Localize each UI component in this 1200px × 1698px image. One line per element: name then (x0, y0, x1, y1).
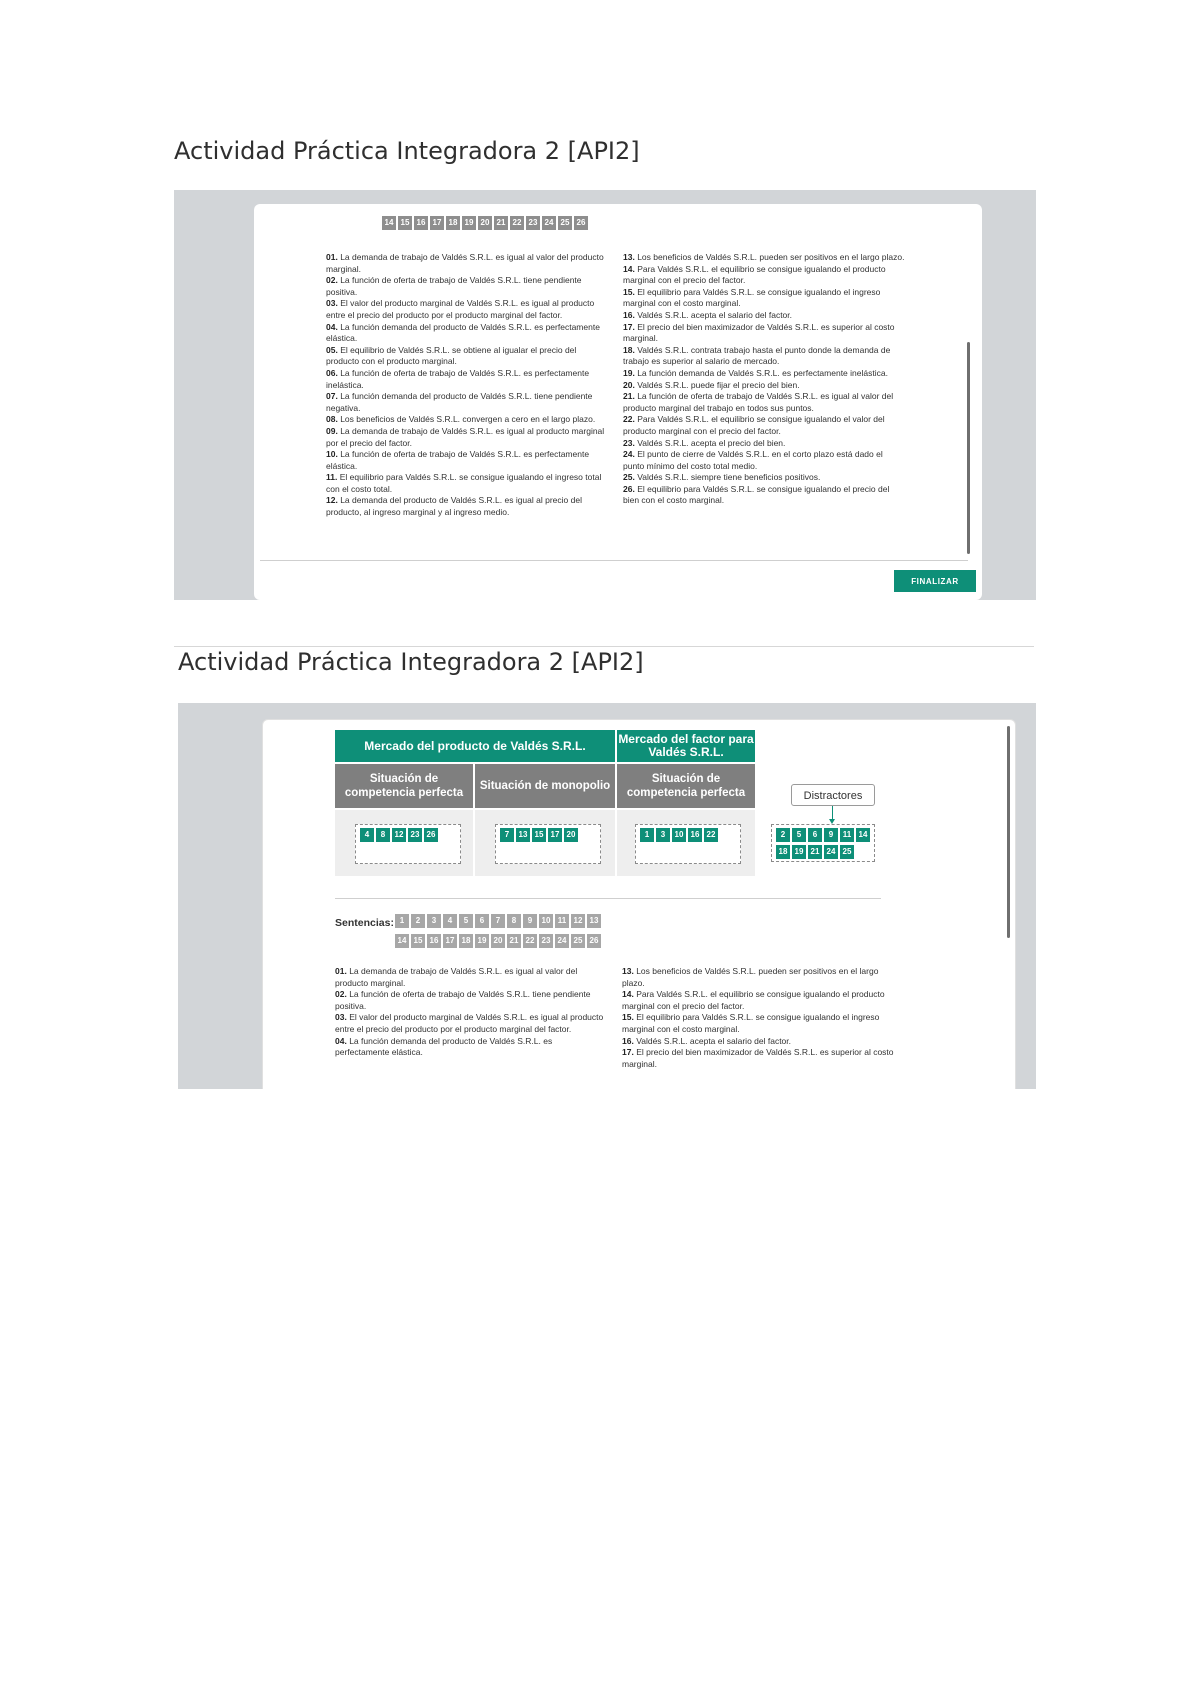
sentence-chip[interactable]: 22 (523, 934, 537, 948)
sentence-chip[interactable]: 20 (491, 934, 505, 948)
statement-item (326, 275, 609, 298)
activity-card (254, 204, 982, 600)
statement-text: El equilibrio para Valdés S.R.L. se consigue igualando el ingreso marginal con el costo marginal. (622, 1012, 880, 1034)
sentence-chip[interactable]: 23 (526, 216, 540, 230)
sentence-chip[interactable]: 5 (459, 914, 473, 928)
statement-text: El equilibrio para Valdés S.R.L. se consigue igualando el precio del bien con el costo marginal. (623, 483, 890, 506)
page-title: Actividad Práctica Integradora 2 [API2] (174, 137, 640, 165)
sentence-chip[interactable]: 26 (574, 216, 588, 230)
statement-text: La función de oferta de trabajo de Valdés S.R.L. tiene pendiente positiva. (326, 275, 582, 297)
sentence-chip[interactable]: 17 (430, 216, 444, 230)
statement-item (623, 264, 906, 287)
statement-number: 06. (326, 367, 338, 378)
sentence-chip[interactable]: 26 (424, 828, 438, 842)
statement-text: La función demanda del producto de Valdés S.R.L. es perfectamente elástica. (326, 321, 600, 344)
statement-item (623, 414, 906, 437)
statement-text: La función de oferta de trabajo de Valdés S.R.L. es igual al valor del producto marginal del trabajo en todos sus puntos. (623, 391, 894, 413)
statement-number: 26. (623, 483, 635, 494)
statement-text: La demanda del producto de Valdés S.R.L. es igual al precio del producto, al ingreso marginal y al ingreso medio. (326, 495, 582, 518)
statement-text: Valdés S.R.L. acepta el salario del factor. (634, 309, 793, 320)
sentence-chip[interactable]: 24 (555, 934, 569, 948)
sentence-chip[interactable]: 10 (672, 828, 686, 842)
statement-number: 01. (335, 966, 347, 976)
sentence-chip[interactable]: 4 (360, 828, 374, 842)
statement-text: Valdés S.R.L. acepta el salario del factor. (633, 1035, 792, 1046)
placed-chips (640, 828, 718, 842)
dropzone-competencia[interactable] (355, 824, 461, 864)
statement-text: La función demanda de Valdés S.R.L. es perfectamente inelástica. (634, 367, 888, 378)
sentence-chip[interactable]: 18 (459, 934, 473, 948)
distractores-label: Distractores (791, 784, 875, 806)
statement-number: 21. (623, 391, 635, 402)
statement-text: El equilibrio para Valdés S.R.L. se consigue igualando el ingreso total con el costo total. (326, 472, 602, 494)
sentence-chip[interactable]: 4 (443, 914, 457, 928)
divider (335, 898, 881, 899)
sentence-chip[interactable]: 18 (776, 845, 790, 859)
sentence-chip[interactable]: 22 (704, 828, 718, 842)
statement-text: Valdés S.R.L. siempre tiene beneficios positivos. (634, 472, 821, 483)
statement-columns (326, 252, 906, 519)
statement-item (326, 472, 609, 495)
sentence-chip[interactable]: 14 (856, 828, 870, 842)
sentence-chip[interactable]: 16 (427, 934, 441, 948)
statement-text: El precio del bien maximizador de Valdés S.R.L. es superior al costo marginal. (623, 321, 895, 344)
sentence-chip[interactable]: 16 (414, 216, 428, 230)
sentence-chip[interactable]: 19 (792, 845, 806, 859)
sentence-chip[interactable]: 25 (558, 216, 572, 230)
statement-number: 01. (326, 252, 338, 262)
statement-item (623, 380, 906, 392)
sentence-chip[interactable]: 6 (475, 914, 489, 928)
placed-chips (500, 828, 578, 842)
sentence-chip[interactable]: 24 (824, 845, 838, 859)
statement-item (326, 252, 609, 275)
statement-text: Para Valdés S.R.L. el equilibrio se consigue igualando el producto marginal con el precio del factor. (622, 989, 885, 1011)
statement-number: 10. (326, 449, 338, 460)
statement-number: 16. (622, 1035, 634, 1046)
statement-number: 02. (335, 989, 347, 1000)
sentence-chip-bar[interactable] (395, 934, 601, 948)
sentence-chip[interactable]: 25 (571, 934, 585, 948)
statement-number: 17. (622, 1047, 634, 1058)
statement-item (623, 252, 906, 264)
divider (260, 560, 968, 561)
sentencias-label: Sentencias: (335, 917, 394, 929)
statement-number: 08. (326, 414, 338, 425)
sentence-chip[interactable]: 22 (510, 216, 524, 230)
statement-item (623, 472, 906, 484)
statement-number: 03. (335, 1012, 347, 1023)
statement-number: 18. (623, 344, 635, 355)
statement-item (326, 495, 609, 518)
statement-item (335, 966, 608, 989)
sentence-chip[interactable]: 15 (398, 216, 412, 230)
statement-text: El valor del producto marginal de Valdés S.R.L. es igual al producto entre el precio del producto por el producto marginal del factor. (335, 1012, 604, 1034)
statement-text: La función de oferta de trabajo de Valdés S.R.L. tiene pendiente positiva. (335, 989, 591, 1011)
statement-number: 07. (326, 391, 338, 402)
statement-text: El equilibrio para Valdés S.R.L. se consigue igualando el ingreso marginal con el costo marginal. (623, 286, 881, 309)
statement-number: 13. (622, 966, 634, 976)
statement-item (335, 1036, 608, 1059)
statement-item (326, 449, 609, 472)
sentence-chip[interactable]: 11 (555, 914, 569, 928)
statement-item (335, 989, 608, 1012)
subheader-monopolio: Situación de monopolio (475, 764, 615, 808)
statement-number: 20. (623, 379, 635, 390)
statement-text: Valdés S.R.L. puede fijar el precio del bien. (634, 379, 800, 390)
sentence-chip[interactable]: 10 (539, 914, 553, 928)
statement-number: 12. (326, 495, 338, 506)
sentence-chip[interactable]: 25 (840, 845, 854, 859)
statement-number: 17. (623, 321, 635, 332)
statement-number: 02. (326, 275, 338, 286)
sentence-chip[interactable]: 9 (824, 828, 838, 842)
statement-item (326, 391, 609, 414)
statements-left (335, 966, 608, 1070)
statement-number: 05. (326, 344, 338, 355)
placed-chips (776, 845, 854, 859)
statement-number: 04. (335, 1035, 347, 1046)
sentence-chip-bar (382, 216, 588, 230)
scrollbar[interactable] (967, 342, 970, 554)
statement-number: 03. (326, 298, 338, 309)
sentence-chip-bar[interactable] (395, 914, 601, 928)
sentence-chip[interactable]: 7 (491, 914, 505, 928)
sentence-chip[interactable]: 5 (792, 828, 806, 842)
scrollbar[interactable] (1007, 726, 1010, 938)
sentence-chip[interactable]: 6 (808, 828, 822, 842)
statement-number: 16. (623, 309, 635, 320)
sentence-chip[interactable]: 21 (507, 934, 521, 948)
statement-text: Los beneficios de Valdés S.R.L. pueden ser positivos en el largo plazo. (634, 252, 905, 262)
finalizar-button[interactable]: FINALIZAR (894, 570, 976, 592)
sentence-chip[interactable]: 21 (808, 845, 822, 859)
divider (174, 646, 1034, 647)
statement-number: 11. (326, 472, 338, 483)
screenshot-panel-2 (178, 703, 1036, 1089)
sentence-chip[interactable]: 17 (443, 934, 457, 948)
statement-text: El valor del producto marginal de Valdés S.R.L. es igual al producto entre el precio del producto por el producto marginal del factor. (326, 298, 595, 320)
statement-text: La demanda de trabajo de Valdés S.R.L. es igual al valor del producto marginal. (335, 966, 578, 988)
statement-text: El equilibrio de Valdés S.R.L. se obtiene al igualar el precio del producto con el producto marginal. (326, 344, 577, 367)
statement-text: Los beneficios de Valdés S.R.L. convergen a cero en el largo plazo. (337, 414, 596, 425)
sentence-chip[interactable]: 23 (539, 934, 553, 948)
statement-number: 13. (623, 252, 635, 262)
sentence-chip[interactable]: 14 (382, 216, 396, 230)
sentence-chip[interactable]: 7 (500, 828, 514, 842)
sentence-chip[interactable]: 12 (392, 828, 406, 842)
sentence-chip[interactable]: 1 (395, 914, 409, 928)
statement-item (622, 966, 895, 989)
placed-chips (360, 828, 438, 842)
sentence-chip[interactable]: 20 (478, 216, 492, 230)
arrow-down-icon (832, 806, 833, 820)
statement-number: 23. (623, 437, 635, 448)
statement-number: 25. (623, 472, 635, 483)
sentence-chip[interactable]: 11 (840, 828, 854, 842)
statement-text: La función de oferta de trabajo de Valdés S.R.L. es perfectamente elástica. (326, 449, 590, 471)
statement-text: La demanda de trabajo de Valdés S.R.L. es igual al valor del producto marginal. (326, 252, 604, 274)
statement-number: 09. (326, 425, 338, 436)
statement-text: El precio del bien maximizador de Valdés S.R.L. es superior al costo marginal. (622, 1047, 894, 1069)
dropzone-distractores[interactable] (771, 824, 875, 862)
statement-text: Para Valdés S.R.L. el equilibrio se consigue igualando el valor del producto marginal con el precio del factor. (623, 414, 885, 436)
statement-number: 22. (623, 414, 635, 425)
statement-text: Para Valdés S.R.L. el equilibrio se consigue igualando el producto marginal con el precio del factor. (623, 263, 886, 286)
statement-item (622, 989, 895, 1012)
sentence-chip[interactable]: 15 (411, 934, 425, 948)
sentence-chip[interactable]: 15 (532, 828, 546, 842)
statement-text: La función demanda del producto de Valdés S.R.L. tiene pendiente negativa. (326, 391, 593, 413)
statement-item (622, 1036, 895, 1048)
sentence-chip[interactable]: 20 (564, 828, 578, 842)
page-title: Actividad Práctica Integradora 2 [API2] (178, 648, 644, 676)
dropzone-monopolio[interactable] (495, 824, 601, 864)
statements-right (622, 966, 895, 1070)
statements-right (623, 252, 906, 519)
sentence-chip[interactable]: 12 (571, 914, 585, 928)
sentence-chip[interactable]: 24 (542, 216, 556, 230)
statement-item (326, 368, 609, 391)
subheader-competencia: Situación de competencia perfecta (335, 764, 473, 808)
sentence-chip[interactable]: 3 (427, 914, 441, 928)
statement-item (623, 287, 906, 310)
statement-number: 14. (623, 263, 635, 274)
statement-number: 15. (623, 286, 635, 297)
statement-item (622, 1012, 895, 1035)
sentence-chip[interactable]: 26 (587, 934, 601, 948)
statement-text: Los beneficios de Valdés S.R.L. pueden ser positivos en el largo plazo. (622, 966, 879, 988)
statement-number: 15. (622, 1012, 634, 1023)
statement-item (326, 414, 609, 426)
sentence-chip[interactable]: 9 (523, 914, 537, 928)
sentence-chip[interactable]: 8 (507, 914, 521, 928)
screenshot-panel-1 (174, 190, 1036, 600)
sentence-chip[interactable]: 3 (656, 828, 670, 842)
statement-text: Valdés S.R.L. contrata trabajo hasta el punto donde la demanda de trabajo es superior al salario de mercado. (623, 344, 891, 367)
sentence-chip[interactable]: 19 (462, 216, 476, 230)
statement-item (623, 345, 906, 368)
statement-text: La función de oferta de trabajo de Valdés S.R.L. es perfectamente inelástica. (326, 367, 590, 390)
statement-text: La función demanda del producto de Valdés S.R.L. es perfectamente elástica. (335, 1035, 553, 1058)
sentence-chip[interactable]: 21 (494, 216, 508, 230)
sentence-chip[interactable]: 17 (548, 828, 562, 842)
sentence-chip[interactable]: 23 (408, 828, 422, 842)
statement-item (335, 1012, 608, 1035)
header-factor-market: Mercado del factor para Valdés S.R.L. (617, 730, 755, 762)
statement-text: Valdés S.R.L. acepta el precio del bien. (634, 437, 786, 448)
sentence-chip[interactable]: 14 (395, 934, 409, 948)
statement-text: La demanda de trabajo de Valdés S.R.L. es igual al producto marginal por el precio del factor. (326, 425, 605, 448)
sentence-chip[interactable]: 1 (640, 828, 654, 842)
statement-item (623, 449, 906, 472)
statement-item (623, 310, 906, 322)
subheader-factor-competencia: Situación de competencia perfecta (617, 764, 755, 808)
statement-item (326, 345, 609, 368)
statement-item (623, 438, 906, 450)
statement-number: 04. (326, 321, 338, 332)
matching-card (262, 719, 1016, 1089)
statement-columns (335, 966, 895, 1070)
sentence-chip[interactable]: 13 (587, 914, 601, 928)
statements-left (326, 252, 609, 519)
dropzone-factor[interactable] (635, 824, 741, 864)
statement-item (326, 298, 609, 321)
statement-number: 24. (623, 449, 635, 460)
statement-item (326, 322, 609, 345)
statement-item (623, 322, 906, 345)
header-product-market: Mercado del producto de Valdés S.R.L. (335, 730, 615, 762)
statement-item (326, 426, 609, 449)
statement-item (623, 368, 906, 380)
sentence-chip[interactable]: 13 (516, 828, 530, 842)
statement-number: 14. (622, 989, 634, 1000)
sentence-chip[interactable]: 16 (688, 828, 702, 842)
sentence-chip[interactable]: 19 (475, 934, 489, 948)
placed-chips (776, 828, 870, 842)
statement-item (623, 484, 906, 507)
sentence-chip[interactable]: 18 (446, 216, 460, 230)
sentence-chip[interactable]: 8 (376, 828, 390, 842)
sentence-chip[interactable]: 2 (776, 828, 790, 842)
statement-text: El punto de cierre de Valdés S.R.L. en el corto plazo está dado el punto mínimo del costo total medio. (623, 449, 883, 471)
statement-item (623, 391, 906, 414)
sentence-chip[interactable]: 2 (411, 914, 425, 928)
statement-number: 19. (623, 367, 635, 378)
statement-item (622, 1047, 895, 1070)
